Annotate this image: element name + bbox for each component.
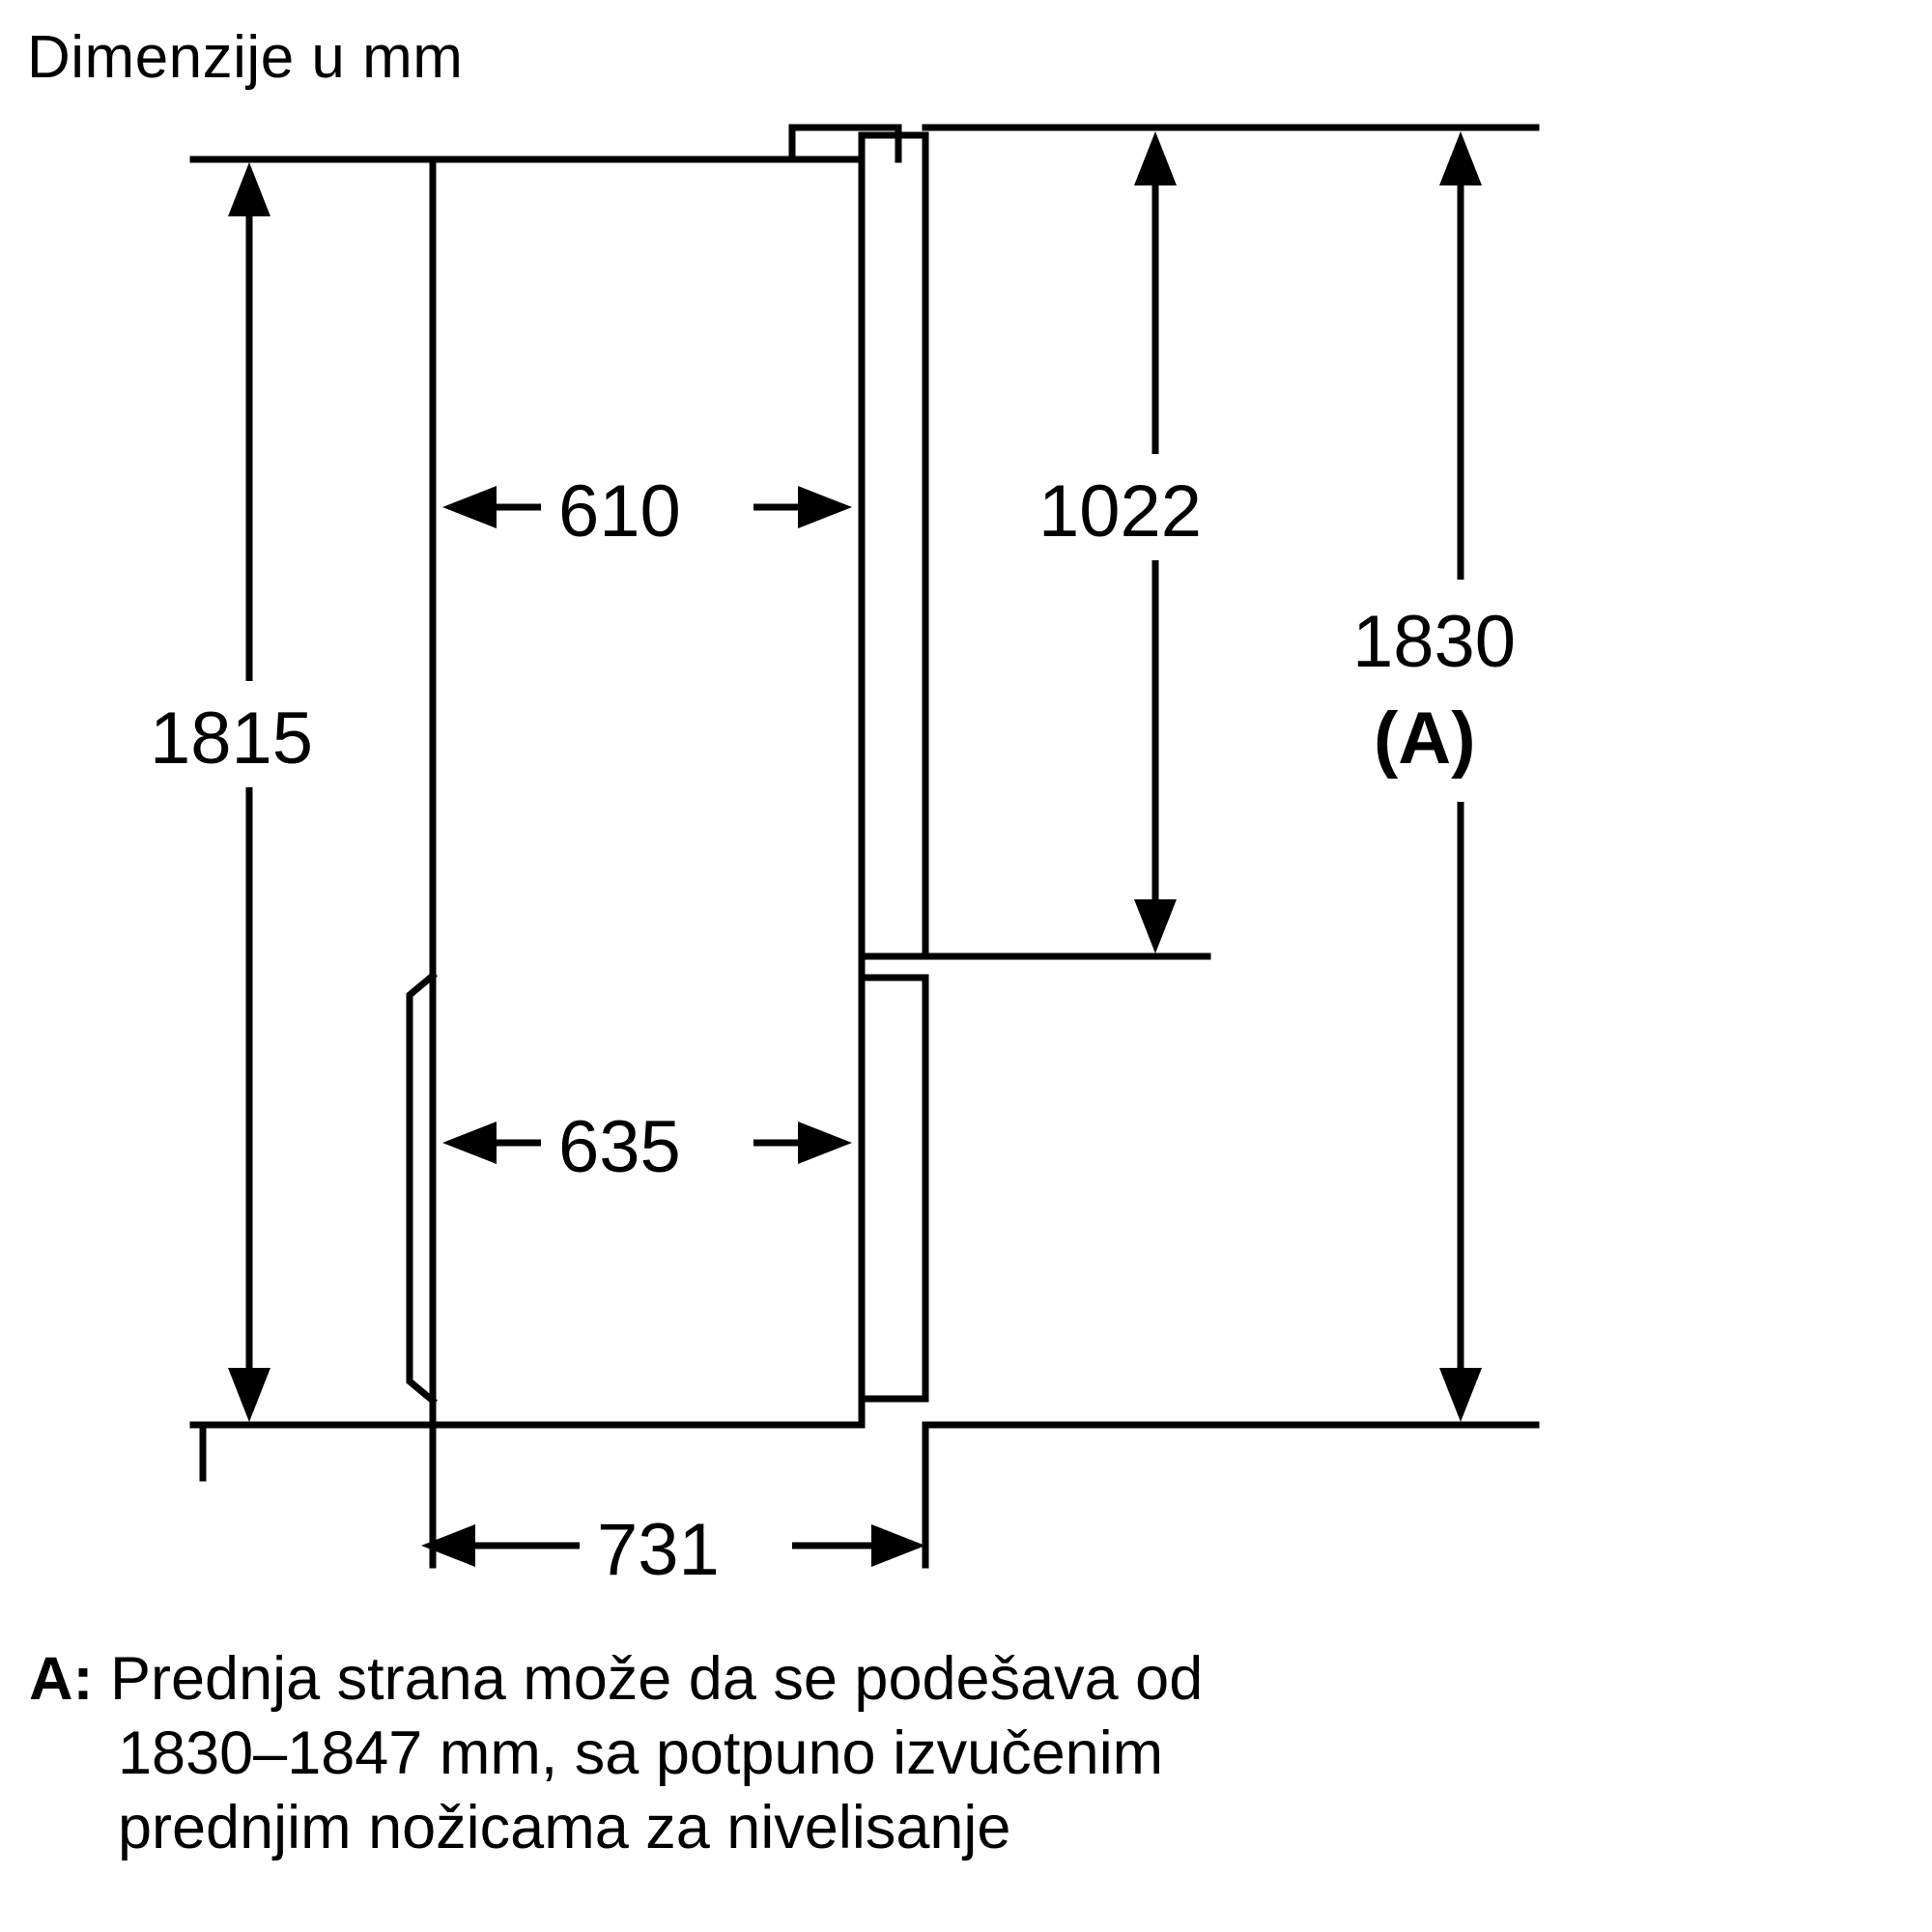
footnote-text-1: Prednja strana može da se podešava od <box>110 1645 1204 1713</box>
dimension-label-610: 610 <box>558 470 681 553</box>
rear-spacer-profile <box>410 976 433 1401</box>
footnote-line-2: 1830–1847 mm, sa potpuno izvučenim <box>118 1719 1164 1787</box>
dimension-label-635: 635 <box>558 1106 681 1188</box>
footnote <box>29 1642 1864 1865</box>
lower-door-panel <box>862 978 925 1399</box>
cabinet-body-outline <box>433 159 862 1425</box>
dimension-label-1830-marker: (A) <box>1374 697 1476 780</box>
upper-door-panel <box>862 135 925 956</box>
dimension-1815 <box>228 162 270 1422</box>
page-title: Dimenzije u mm <box>27 24 464 91</box>
footnote-line-3: prednjim nožicama za nivelisanje <box>118 1793 1011 1861</box>
footnote-line-1 <box>29 1642 1864 1717</box>
dimension-label-1022: 1022 <box>1038 470 1203 553</box>
dimension-label-1830: 1830 <box>1352 601 1517 683</box>
footnote-marker: A: <box>29 1645 94 1713</box>
dimension-label-1815: 1815 <box>150 697 314 780</box>
dimension-label-731: 731 <box>597 1509 720 1591</box>
